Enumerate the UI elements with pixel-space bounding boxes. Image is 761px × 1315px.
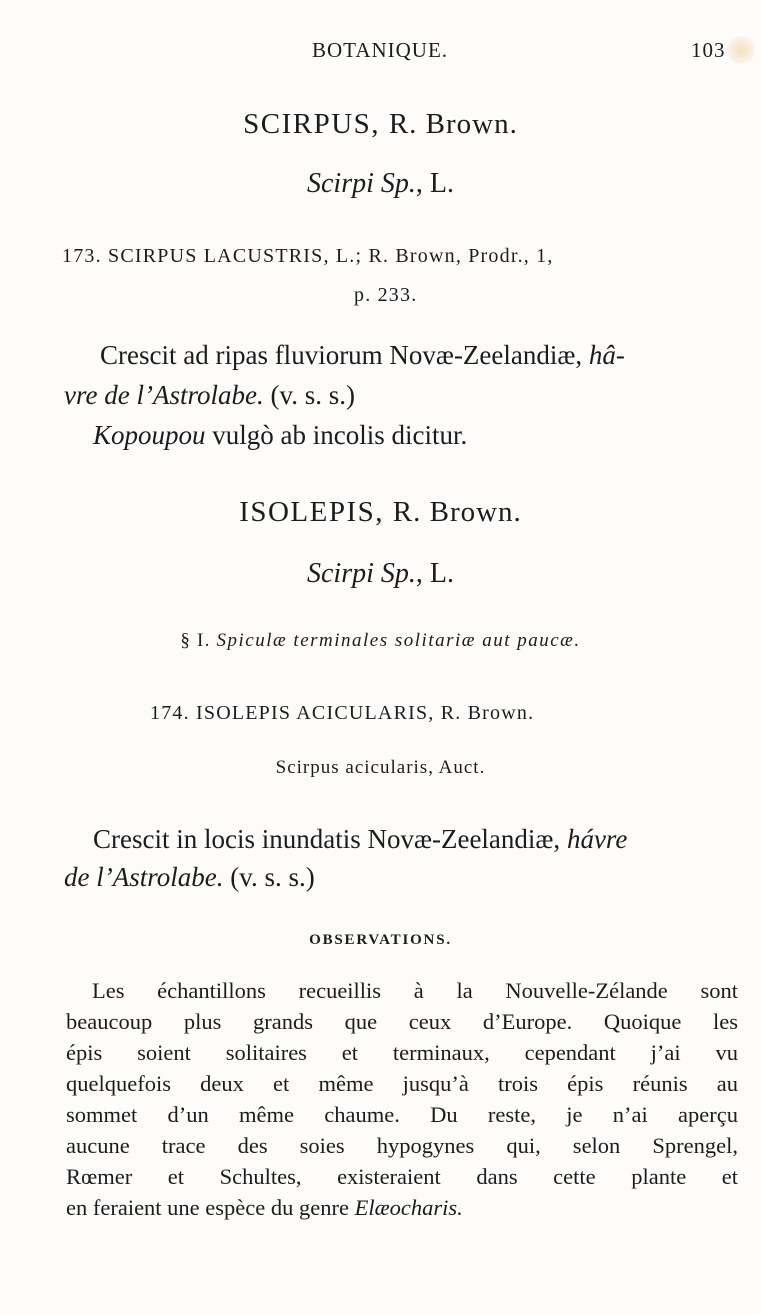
synonym-rest: , L. xyxy=(415,558,454,589)
species-174-heading xyxy=(150,702,534,725)
genus-name: SCIRPUS, xyxy=(243,108,381,140)
observation-line: beaucoup plus grands que ceux d’Europe. Quoique les xyxy=(66,1009,738,1034)
species-173-desc-line1: Crescit ad ripas fluviorum Novæ-Zeelandiæ, hâ- xyxy=(100,340,625,370)
observation-line: sommet d’un même chaume. Du reste, je n’ai aperçu xyxy=(66,1102,738,1127)
page-number: 103 xyxy=(691,38,726,62)
synonym-italic: Scirpi Sp. xyxy=(307,168,416,199)
observation-line: aucune trace des soies hypogynes qui, selon Sprengel, xyxy=(66,1133,738,1158)
species-name: SCIRPUS LACUSTRIS, L.; R. Brown, Prodr., 1, xyxy=(108,245,554,267)
genus-title-scirpus xyxy=(0,108,761,141)
observation-line: Rœmer et Schultes, existeraient dans cette plante et xyxy=(66,1164,738,1189)
species-174-desc-line2: de l’Astrolabe. (v. s. s.) xyxy=(64,862,315,892)
observations-heading: OBSERVATIONS. xyxy=(309,932,452,948)
observation-line: quelquefois deux et même jusqu’à trois épis réunis au xyxy=(66,1071,738,1096)
genus-author: R. Brown. xyxy=(388,108,518,140)
genus-author: R. Brown. xyxy=(392,496,522,528)
paper-stain xyxy=(727,36,755,64)
synonym-rest: , L. xyxy=(415,168,454,199)
running-title: BOTANIQUE. xyxy=(312,38,449,62)
species-173-desc-line2: vre de l’Astrolabe. (v. s. s.) xyxy=(64,380,355,410)
genus-synonym-scirpus xyxy=(0,168,761,200)
species-173-heading xyxy=(62,245,554,268)
species-174-synonym: Scirpus acicularis, Auct. xyxy=(275,757,486,778)
species-number: 174. xyxy=(150,702,190,724)
section-heading xyxy=(0,630,761,652)
species-name: ISOLEPIS ACICULARIS, R. Brown. xyxy=(196,702,535,724)
species-173-ref-cont: p. 233. xyxy=(354,284,418,306)
species-173-vernacular: Kopoupou vulgò ab incolis dicitur. xyxy=(93,420,468,450)
genus-title-isolepis xyxy=(0,496,761,529)
observation-line: Les échantillons recueillis à la Nouvelle-Zélande sont xyxy=(92,978,738,1003)
genus-synonym-isolepis xyxy=(0,558,761,590)
section-label: Spiculæ terminales solitariæ aut paucæ. xyxy=(216,630,581,651)
section-mark: § I. xyxy=(180,630,211,651)
observations-paragraph xyxy=(66,975,738,1223)
observation-line: épis soient solitaires et terminaux, cependant j’ai vu xyxy=(66,1040,738,1065)
synonym-italic: Scirpi Sp. xyxy=(307,558,416,589)
observation-last-line: en feraient une espèce du genre Elæocharis. xyxy=(66,1195,463,1220)
species-number: 173. xyxy=(62,245,102,267)
genus-name: ISOLEPIS, xyxy=(239,496,385,528)
species-174-desc-line1: Crescit in locis inundatis Novæ-Zeelandiæ, hávre xyxy=(93,824,628,854)
